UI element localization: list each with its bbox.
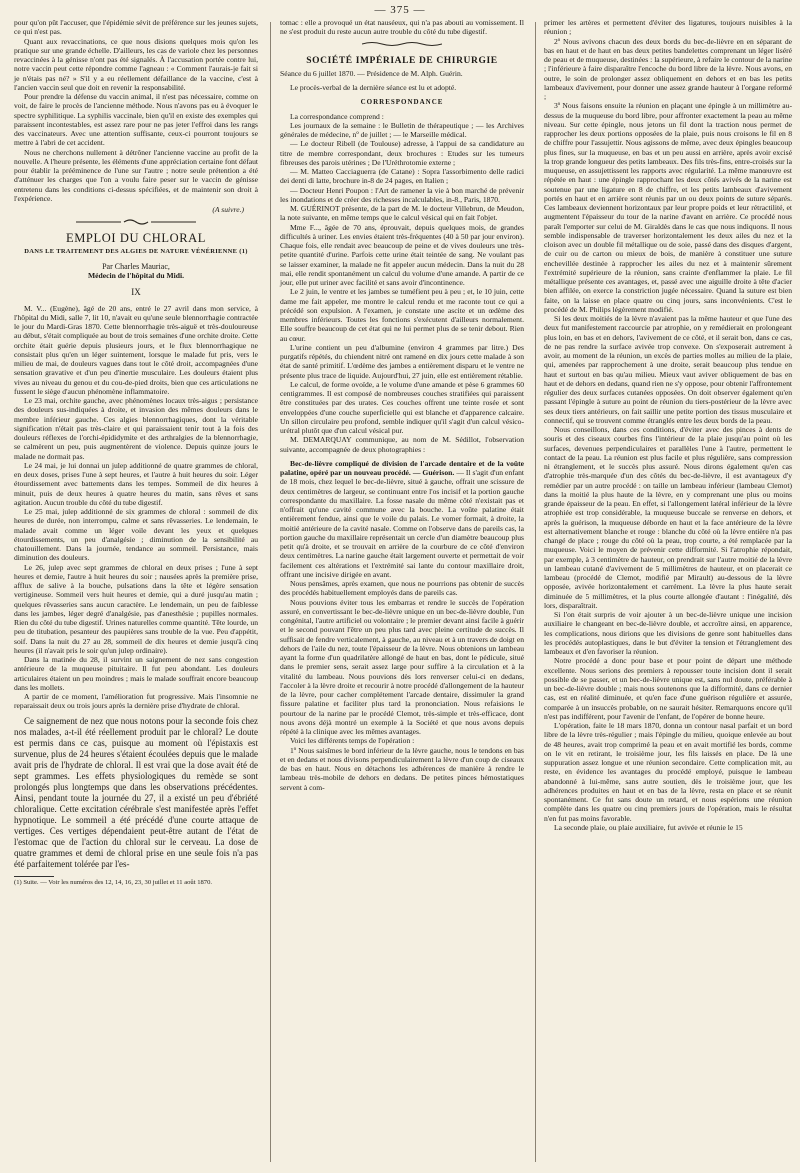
paragraph: Le 24 mai, je lui donnai un julep additionné de quatre grammes de chloral, en deux doses, prises l'une à sept heures, et l'autre à huit heures du soir. Léger étourdissement avec battements dans les tempes. Sommeil de dix heures à minuit, puis de deux heures à quatre heures du matin, sans rêves et sans agitation. Aucun trouble du côté du tube digestif. [14, 460, 258, 507]
paragraph: Si les deux moitiés de la lèvre n'avaient pas la même hauteur et que l'une des deux fut manifestement raccourcie par atrophie, on y remédierait en prolongeant plus loin, en bas et en dehors, l'avivement de ce côté, et il serait bon, dans ce cas, de ne pas rendre la surface avivée trop convexe. On s'exposerait autrement à avoir, au moment de la réunion, un excès de parties molles au milieu de la plaie, qui, amenées par rapprochement à une droite, serait beaucoup plus tendue en haut et surtout en bas qu'au milieu. Mieux vaut aviver obliquement de bas en haut et de dehors en dedans, quand rien ne s'y oppose, pour obtenir l'affrontement régulier des deux surfaces cutanées opposées. On doit observer également qu'en passant l'épingle à suture au point de réunion du tiers-postérieur de la lèvre avec ses deux tiers antérieurs, on fait saillir une petite portion des tissus musculaire et connectif, qui se trouvent comme étranglés entre les deux bords de la peau. [544, 314, 792, 425]
paragraph: Le calcul, de forme ovoïde, a le volume d'une amande et pèse 6 grammes 60 centigrammes. Il est composé de nombreuses couches stratifiées qui paraissent être constituées par des urates. Ces couches offrent une teinte rosée et sont enveloppées d'une couche superficielle qui est blanche et d'apparence calcaire. Un sillon circulaire peu profond, semble indiquer qu'il s'agit d'un calcul vésico-urétral plutôt que d'un calcul vésical pur. [280, 379, 524, 435]
paragraph: Voici les différents temps de l'opération : [290, 736, 415, 746]
society-title: SOCIÉTÉ IMPÉRIALE DE CHIRURGIE [306, 55, 498, 66]
ornament-divider [362, 41, 442, 47]
paragraph: Nous conseillons, dans ces conditions, d'éviter avec des pinces à dents de souris et des ciseaux courbes fins l'intérieur de la plaie jusqu'au point où les surfaces, devenues perpendiculaires et parallèles l'une à l'autre, permettent le contact de la peau. La réunion est plus facile et plus régulière, sans compression ni étranglement, et le succès plus assuré. Nous dirons également qu'en cas d'atrophie très-marquée d'un des côtés du bec-de-lièvre, il est avantageux d'y remédier par un autre procédé : on taille un lambeau inférieur (lambeau Clemot) dans la moitié la plus haute de la lèvre, en y comprenant une plus ou moins grande épaisseur de la peau. En effet, si l'allongement latéral inférieur de la lèvre atrophiée est trop considérable, la muqueuse buccale se renverse en dehors, et après la guérison, la muqueuse déborde en haut et la face antérieure de la lèvre est alternativement blanche et rouge : blanche du côté où la lèvre entière n'a pas changé de place ; rouge du côté où la peau, trop courte, a été remplacée par la muqueuse. Voici le moyen de prévenir cette difformité. Si l'atrophie répondait, par exemple, à 3 centimètre de hauteur, on prendrait sur l'autre moitié de la lèvre un lambeau cutané d'avivement de 5 millimètres de hauteur, et on placerait ce lambeau (procédé de Clemot, modifié par Mirault) au-dessous de la lèvre opposée, avivée horizontalement et carrément. La lèvre la plus haute serait diminuée de 5 millimètres, et la plus courte allongée d'autant : l'inégalité, dès lors, disparaîtrait. [544, 425, 792, 610]
paragraph: A partir de ce moment, l'amélioration fut progressive. Mais l'insomnie ne reparaissait deux ou trois jours après la dernière prise d'hydrate de chloral. [14, 692, 258, 711]
session-line: Séance du 6 juillet 1870. — Présidence de M. Alph. Guérin. [280, 68, 463, 78]
footnote: (1) Suite. — Voir les numéros des 12, 14, 16, 23, 30 juillet et 11 août 1870. [14, 878, 213, 886]
column-left [14, 18, 258, 887]
paragraph: Nous pouvions éviter tous les embarras et rendre le succès de l'opération assuré, en convertissant le bec-de-lièvre unique en un bec-de-lièvre double, l'un congénital, l'autre artificiel ou volontaire ; le premier devant ainsi facile à guérir et le second pouvant l'être un peu plus tard avec pleine certitude de succès. Il suffisait de fendre verticalement, à gauche, au niveau et à un travers de doigt en dehors de l'aile du nez, toute l'épaisseur de la lèvre. Nous obtenions un lambeau ayant la forme d'un quadrilatère allongé de haut en bas, dont le pédicule, situé dans le premier sens, serait assez large pour suffire à la circulation et à la vitalité du lambeau. Nous pouvions dès lors renverser celui-ci en dedans, l'accoler à la lèvre droite et recourir à notre procédé d'allongement de la hauteur de la lèvre, pour cacher complétement l'arcade dentaire, dissimuler la grand fissure palatine et faciliter plus tard la prononciation. Nous refaisions le pourtour de la narine par le procédé Clemot, très-simple et très-efficace, dont nous avons déjà montré un exemple à la Société et que nous avons depuis répété à la clinique avec les mêmes avantages. [280, 597, 524, 736]
to-be-continued: (A suivre.) [212, 205, 244, 214]
paragraph: 3º Nous faisons ensuite la réunion en plaçant une épingle à un millimètre au-dessus de la muqueuse du bord libre, pour affronter exactement la peau au même niveau. Sur cette épingle, nous jetons un fil dont la traction nous permet de rapprocher les deux portions opposées de la plaie, puis nous croisons le fil en 8 de chiffre pour l'assujettir. Nous agissons de même, avec deux épingles beaucoup plus fines, sur la muqueuse, en bas et un peu aussi en arrière, après avoir excisé la trop grande longueur des petits lambeaux. Des fils très-fins, entre-croisés sur la muqueuse, en assujettissent les rapports avec régularité. La même manœuvre est répétée en haut : une épingle rapprochant les deux côtés avivés de la narine est soutenue par une ligature en 8 de chiffre, et les petits lambeaux d'avivement portés en haut et en arrière sont réunis par un ou deux points de suture séparés. Ces lambeaux deviennent horizontaux par leur propre poids et leur rétractilité, et augmentent l'épaisseur du tour de la narine d'avant en arrière. Ce procédé nous paraît l'emporter sur celui de M. Giraldès dans le cas que nous indiquons. Il nous semble indispensable de traverser horizontalement les deux ailes du nez et la cloison avec un double fil métallique ou de soie, passé dans des disques d'argent, de cuir ou de carton ou mieux de bois, de manière à constituer une suture enchevillée destinée à rapprocher les ailes du nez et à maintenir sûrement l'extrémité supérieure de la réunion, sans crainte d'enflammer la plaie. Le fil métallique présente ces avantages, et, passé avec une aiguille droite à tête d'acier bien affilée, on exerce la constriction jugée nécessaire. Quand la suture est bien faite, on la laisse en place quatre ou cinq jours, sans inconvénients. C'est le procédé de M. Philips légèrement modifié. [544, 101, 792, 314]
paragraph: — Docteur Henri Poupon : l'Art de ramener la vie à bon marché de prévenir les inondations et de créer des richesses incalculables, in-8., Paris, 1870. [280, 185, 524, 204]
section-text: — Il s'agit d'un enfant de 18 mois, chez lequel le bec-de-lièvre, situé à gauche, offrait une scissure de deux centimètres de largeur, se continuant entre l'os incisif et la portion gauche correspondante du maxillaire. La fosse nasale du même côté n'existait pas et n'offrait qu'une cavité commune avec la bouche. La voûte palatine était entièrement fendue, ainsi que le voile du palais. Le vomer formait, à droite, la moitié antérieure de la cavité nasale. Comme on l'observe dans de pareils cas, la portion gauche du maxillaire représentait un cercle d'un diamètre beaucoup plus petit qu'à droite, et se trouvait en arrière de la courbure de ce côté d'environ deux centimètres. La narine gauche était largement ouverte et permettait de voir facilement ces altérations et l'extrémité sai lante du contour maxillaire droit, offrant une incisive dirigée en avant. [280, 468, 525, 579]
author-role: Médecin de l'hôpital du Midi. [88, 271, 184, 280]
section-heading: Bec-de-lièvre compliqué de division de l'arcade dentaire et de la voûte palatine, opéré par un nouveau procédé. — Guérison. [280, 458, 524, 477]
page-number: — 375 — [374, 4, 426, 16]
paragraph: Mme F..., âgée de 70 ans, éprouvait, depuis quelques mois, de grandes difficultés à uriner. Les envies étaient très-fréquentes (40 à 50 par jour environ). Chaque fois, elle rendait avec beaucoup de peine et de vives douleurs une très-petite quantité d'urine. Parfois cette urine était teintée de sang. Ne voulant pas se laisser examiner, la malade ne fit appeler aucun médecin. Dans la nuit du 28 mai, elle rendit spontanément un calcul du volume d'une amande. A partir de ce jour, elle put uriner avec facilité et sans avoir d'incontinence. [280, 222, 524, 287]
paragraph: La seconde plaie, ou plaie auxiliaire, fut avivée et réunie le 15 [554, 822, 743, 832]
paragraph: tomac : elle a provoqué un état nauséeux, qui n'a pas abouti au vomissement. Il ne s'est produit du reste aucun autre trouble du côté du tube digestif. [280, 18, 524, 37]
column-divider [535, 22, 536, 1162]
column-right [544, 18, 792, 832]
paragraph: Le 25 mai, julep additionné de six grammes de chloral : sommeil de dix heures de durée, non interrompu, calme et sans rêvasseries. Le lendemain, le malade avait comme un léger voile devant les yeux et quelques étourdissements, un peu d'analgésie ; diminution de la sensibilité au chatouillement. Dans la journée, tendance au sommeil. Persistance, mais diminution des douleurs. [14, 507, 258, 563]
paragraph: L'opération, faite le 18 mars 1870, donna un contour nasal parfait et un bord libre de la lèvre très-régulier ; mais l'épingle du milieu, quoique enlevée au bout de 48 heures, avait trop comprimé la peau et en avait mortifié les bords, comme on le vit en retirant, le troisième jour, les fils laissés en place. De là une suppuration assez longue et une réunion secondaire. Cette complication mit, au reste, en évidence les avantages du procédé employé, puisque le lambeau abandonné à lui-même, sans autre soutien, dès le troisième jour, que les adhérences produites en haut et en bas de la lèvre, resta en place et se réunit spontanément. Ce fut sans doute un retard, et nous espérions une réunion complète dans les quatre ou cinq premiers jours de l'opération, mais le résultat n'en fut pas moins favorable. [544, 721, 792, 823]
paragraph: Quant aux revaccinations, ce que nous disions quelques mois qu'on les pratique sur une grande échelle. D'ailleurs, les cas de variole chez les personnes revaccinées à la génisse n'ont pas été signalés. À l'accusation portée contre lui, notre vaccin peut cette répondre comme l'agneau : « Comment l'aurais-je fait si je n'étais pas né? » S'il y a eu réellement défaillance de la vaccine, c'est à l'ancien vaccin seul que doit en revenir la responsabilité. [14, 36, 258, 92]
paragraph: M. DEMARQUAY communique, au nom de M. Sédillot, l'observation suivante, accompagnée de deux photographies : [280, 435, 524, 454]
footnote-rule [14, 876, 54, 877]
paragraph: Nous pensâmes, après examen, que nous ne pourrions pas obtenir de succès des procédés habituellement employés dans de pareils cas. [280, 579, 524, 598]
column-divider [270, 22, 271, 1162]
paragraph: Le 2 juin, le ventre et les jambes se tuméfient peu à peu ; et, le 10 juin, cette dame me fait appeler, me montre le calcul rendu et me raconte tout ce qui a précédé son expulsion. A l'examen, je constate une ascite et un œdème des membres inférieurs. Toutes les fonctions s'exécutent d'ailleurs normalement. Elle souffre beaucoup de cet état qui ne lui permet plus de se tenir debout. Rien au cœur. [280, 287, 524, 343]
column-middle [280, 18, 524, 792]
paragraph: — Le docteur Ribell (de Toulouse) adresse, à l'appui de sa candidature au titre de membre correspondant, deux brochures : Etudes sur les tumeurs fibreuses des parois utérines ; De l'Uréthrotomie externe ; [280, 139, 524, 167]
paragraph: Les journaux de la semaine : le Bulletin de thérapeutique ; — les Archives générales de médecine, nº de juillet ; — le Marseille médical. [280, 120, 524, 139]
correspondance-heading: CORRESPONDANCE [360, 98, 444, 107]
paragraph: M. GUÉRINOT présente, de la part de M. le docteur Villebrun, de Meudon, la note suivante, en même temps que le calcul vésical qui en fait l'objet. [280, 204, 524, 223]
paragraph: L'urine contient un peu d'albumine (environ 4 grammes par litre.) Des purgatifs répétés, du chiendent nitré ont ramené en dix jours cette malade à son état de santé primitif. L'œdème des jambes a entièrement disparu et le ventre ne présente plus trace de liquide. Aujourd'hui, 27 juin, elle est entièrement rétablie. [280, 342, 524, 380]
paragraph: Nous ne cherchons nullement à détrôner l'ancienne vaccine au profit de la nouvelle. A l'heure présente, les éléments d'une appréciation certaine font défaut pour établir la prééminence de l'une sur l'autre ; notre seule prétention a été d'atténuer les charges que l'on a voulu faire peser sur le vaccin de génisse entretenu dans les conditions ci-dessus spécifiées, et de maintenir son droit à l'expérience. [14, 147, 258, 203]
paragraph: pour qu'on pût l'accuser, que l'épidémie sévit de préférence sur les jeunes sujets, ce qui n'est pas. [14, 18, 258, 37]
paragraph: Le 23 mai, orchite gauche, avec phénomènes locaux très-aigus ; persistance des douleurs sus-indiquées à droite, et invasion des mêmes douleurs dans le membre inférieur gauche. Ces algies blennorrhagiques, dont la véritable signification n'était pas très-claire et qui paraissaient tenir tout à la fois des douleurs réflexes de l'orchi-épididymite et des arthralgies de la blennorrhagie, se calmèrent un peu, puis augmentèrent de violence. Depuis quinze jours le malade ne dormait pas. [14, 396, 258, 461]
commentary-paragraph: Ce saignement de nez que nous notons pour la seconde fois chez nos malades, a-t-il été réellement produit par le chloral? Le doute est permis dans ce cas, puisque au moment où l'épistaxis est survenue, plus de 24 heures s'étaient écoulées depuis que le malade avait pris de l'hydrate de chloral. Il est vrai que la dose avait été de sept grammes. Les effets physiologiques du remède se sont prolongés plus longtemps que dans les observations précédentes. Ainsi, pendant toute la journée du 27, il a existé un peu d'ébriété chloralique. Cette excitation cérébrale s'est manifestée après l'effet hypnotique. Le sommeil a été précédé d'une courte attaque de vertiges. Ces vertiges dépendaient peut-être autant de l'état de l'estomac que de l'action du chloral sur le cerveau. La dose de quatre grammes et demi de chloral prise en une seule fois n'a pas été parfaitement tolérée par l'es- [14, 715, 258, 869]
paragraph: Dans la matinée du 28, il survint un saignement de nez sans congestion antérieure de la muqueuse pituitaire. Il fut peu abondant. Les douleurs articulaires étaient un peu moindres ; mais le malade souffrait encore beaucoup dans les mollets. [14, 655, 258, 692]
paragraph: 2º Nous avivons chacun des deux bords du bec-de-lièvre en en séparant de bas en haut et de haut en bas deux petites bandelettes comprenant un léger liséré de peau et de muqueuse, destinées : la supérieure, à refaire le contour de la narine ; l'inférieure à faire disparaître l'encoche du bord libre de la lèvre. Nous avons, en outre, le soin de prolonger assez obliquement en dehors et en bas les petits lambeaux d'avivement, pour donner une assez grande hauteur à l'organe reformé ; [544, 36, 792, 101]
paragraph: — M. Matteo Cacciaguerra (de Catane) : Sopra l'assorbimento delle radici dei denti di latte, brochure in-8 de 24 pages, en Italien ; [280, 167, 524, 186]
paragraph: primer les artères et permettent d'éviter des ligatures, toujours nuisibles à la réunion ; [544, 18, 792, 37]
paragraph: La correspondance comprend : [290, 111, 384, 121]
paragraph: Si l'on était surpris de voir ajouter à un bec-de-lièvre unique une incision auxiliaire le changeant en bec-de-lièvre double, et accroître ainsi, en apparence, les complications, nous dirions que les divisions de genre sont habituelles dans les procédés autoplastiques, dans le but d'éviter la tension et l'étranglement des lambeaux et d'en favoriser la réunion. [544, 610, 792, 656]
article-title: EMPLOI DU CHLORAL [65, 231, 207, 246]
article-subtitle: DANS LE TRAITEMENT DES ALGIES DE NATURE VÉNÉRIENNE (1) [24, 247, 248, 255]
paragraph: Le procès-verbal de la dernière séance est lu et adopté. [290, 83, 457, 92]
paragraph: Pour prendre la défense du vaccin animal, il n'est pas nécessaire, comme on voit, de faire le procès de l'ancienne méthode. Nous n'avons pas eu à évoquer le spectre syphilitique. La syphilis vaccinale, bien qu'il en existe des exemples qui paraissent incontestables, est assez rare pour ne pas jeter l'effroi dans les rangs des vaccinateurs. Avec une attention suffisante, ceux-ci pourront toujours se mettre à l'abri de cet accident. [14, 92, 258, 148]
author-name: Par Charles Mauriac, [102, 261, 170, 271]
paragraph: M. V... (Eugène), âgé de 20 ans, entré le 27 avril dans mon service, à l'hôpital du Midi, salle 7, lit 10, n'avait eu qu'une seule blennorrhagie contractée le jour du Mardi-Gras 1870. Cette blennorrhagie très-aiguë et très-douloureuse au début, s'était compliquée au bout de trois semaines d'une orchite droite. Cette orchite était guérie depuis plusieurs jours, et le flux blennorrhagique ne consistait plus qu'en un léger suintement, lorsque le malade fut pris, vers le milieu de mai, de douleurs vagues dans tout le côté droit, accompagnées d'une sensation gravative et d'un peu d'inertie musculaire. Les douleurs étaient plus vives au niveau du genou et du cou-de-pied droits, bien que ces articulations ne fussent le siège d'aucun phénomène inflammatoire. [14, 303, 258, 396]
ornament-divider [76, 218, 196, 226]
paragraph: Le 26, julep avec sept grammes de chloral en deux prises ; l'une à sept heures et demie, l'autre à huit heures du soir ; nausées après la première prise, afflux de salive à la bouche, pulsations dans la tête et légère sensation vertigineuse. Sommeil vers huit heures et demie, qui a duré jusqu'au matin ; quelques rêvasseries sans aucun caractère. Le lendemain, un peu de faiblesse dans les jambes, léger degré d'analgésie, pas d'anesthésie ; pupilles normales. Rien du côté du tube digestif. Urines naturelles comme quantité. Tête lourde, un peu de titubation, pesanteur des paupières sans trouble de la vue. Peu d'appétit, soif. Dans la nuit du 27 au 28, sommeil de dix heures et demie jusqu'à cinq heures (il n'avait pris le soir qu'un julep ordinaire). [14, 562, 258, 655]
paragraph: 1º Nous saisîmes le bord inférieur de la lèvre gauche, nous le tendons en bas et en dedans et nous divisons perpendiculairement la lèvre d'un coup de ciseaux de bas en haut. Nous en détachons les adhérences de manière à rendre le lambeau très-mobile de dehors en dedans. De petites pinces hémostatiques servent à com- [280, 745, 524, 792]
paragraph: Notre procédé a donc pour base et pour point de départ une méthode excellente. Nous serions des premiers à repousser toute incision dont il serait possible de se passer, et un bec-de-lièvre unique est, sans nul doute, préférable à un bec-de-lièvre double ; mais nous soutenons que la difformité, dans ce dernier cas, est en réalité diminuée, et qu'en face d'une guérison régulière et assurée, comparée à un insuccès probable, on ne saurait hésiter. Remarquons encore qu'il n'est pas indifférent, pour l'avenir de l'enfant, de l'opérer de bonne heure. [544, 656, 792, 721]
chapter-number: IX [131, 287, 141, 298]
